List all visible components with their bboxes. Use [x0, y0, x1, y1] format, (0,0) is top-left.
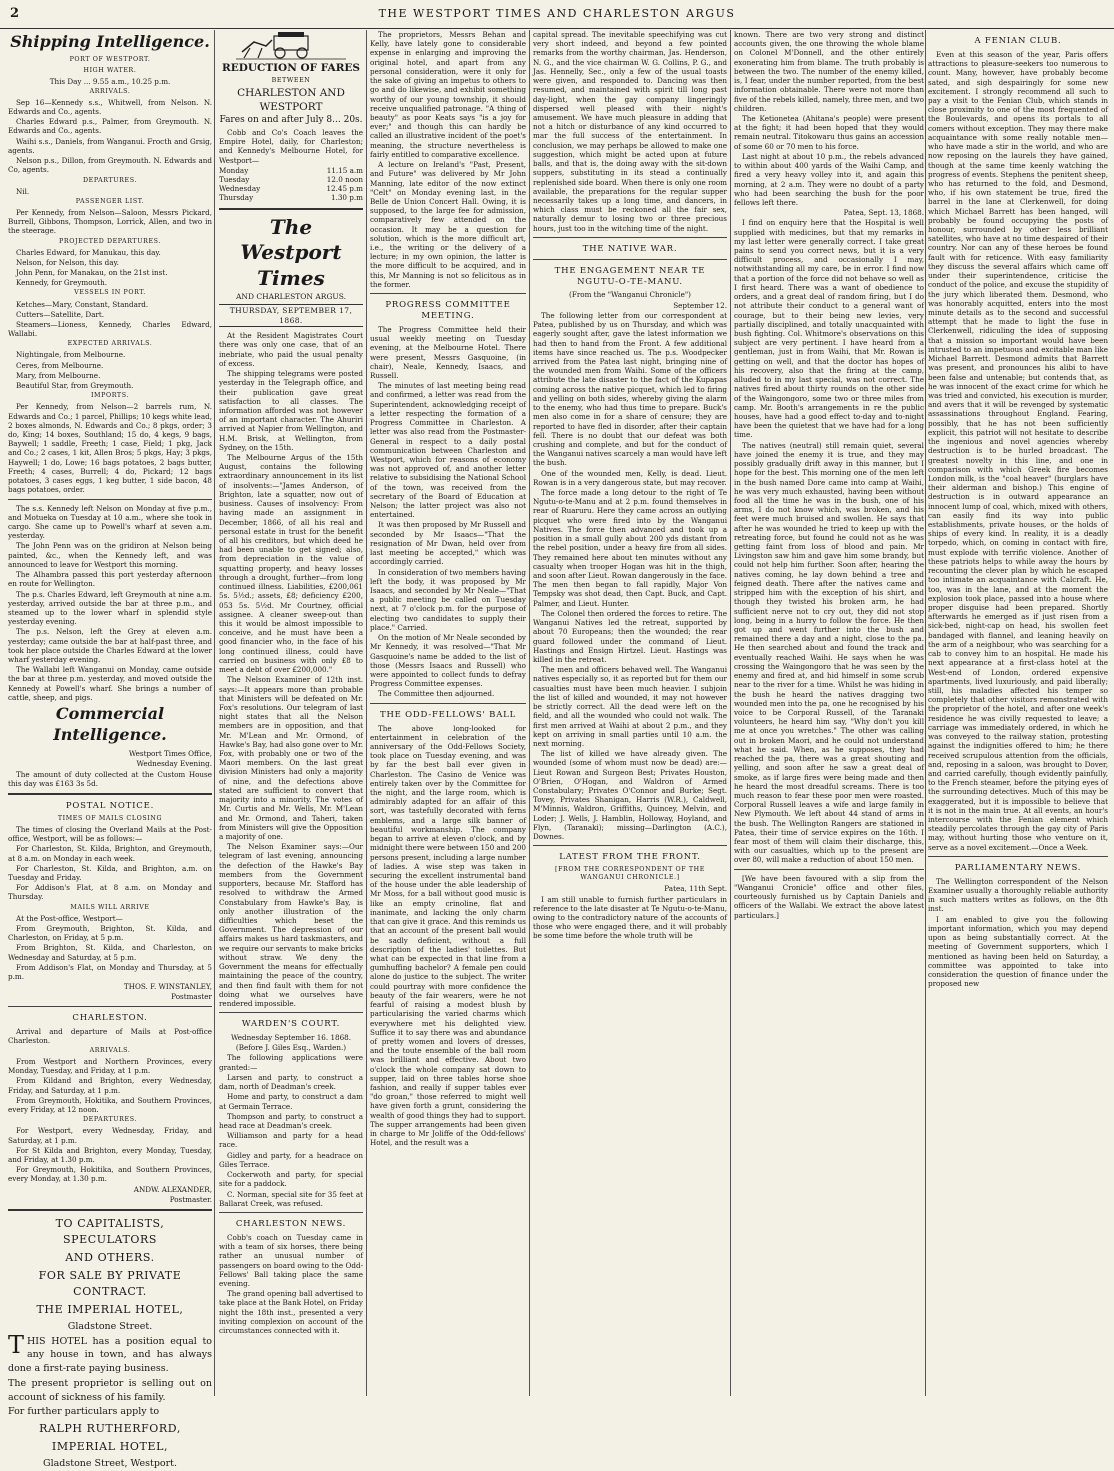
commercial-heading: Commercial Intelligence. — [53, 704, 167, 744]
advert-body: The present proprietor is selling out on account of sickness of his family. — [8, 1377, 212, 1403]
article-paragraph: The Wellington correspondent of the Nelson Examiner usually a thoroughly reliable authority in such matters writes as follows, on the 8th inst. — [928, 876, 1108, 914]
charleston-departures-heading: DEPARTURES. — [82, 1116, 138, 1124]
wardens-court-item: Williamson and party for a head race. — [219, 1131, 363, 1150]
timetable-row — [219, 175, 363, 184]
timetable-time: 1.30 p.m — [331, 193, 363, 203]
departures-nil: Nil. — [16, 186, 30, 196]
columns — [0, 30, 1114, 1469]
article-paragraph: The Progress Committee held their usual weekly meeting on Tuesday evening, at the Melbourne Hotel. There were present, Messrs Gasquoine, (in chair), Neale, Kennedy, Isaacs, and Russell. — [370, 324, 526, 380]
article-paragraph: known. There are two very strong and distinct accounts given, the one throwing the whole blame on Colonel M'Donnell, and the other entirely exonerating him from blame. The truth probably is between the two. The number of the enemy killed, is, I fear, under the number reported, from the best information obtainable. There were not more than five of the rebels killed, namely, three men, and two children. — [734, 30, 924, 113]
article-paragraph: I am still unable to furnish further particulars in reference to the late disaster at Te Ngutu-o-te-Manu, owing to the contradictory nature of the accounts of those who were engaged there, and it will probably be some time before the whole truth will be — [533, 894, 727, 941]
engagement-date: September 12. — [673, 300, 727, 310]
postal-item: For Addison's Flat, at 8 a.m. on Monday and Thursday. — [8, 883, 212, 902]
timetable-row — [219, 184, 363, 193]
fares-route: CHARLESTON AND WESTPORT — [237, 87, 345, 113]
postal-heading: POSTAL NOTICE. — [65, 800, 155, 811]
projected-item: Kennedy, for Greymouth. — [16, 278, 107, 288]
timetable-time: 12.0 noon — [326, 174, 363, 184]
charleston-news-heading: CHARLESTON NEWS. — [235, 1218, 347, 1229]
dateline: Patea, Sept. 13, 1868. — [843, 208, 924, 218]
imperial-hotel-advert — [8, 1216, 212, 1471]
article-paragraph: The men and officers behaved well. The Wanganui natives especially so, it as reported but for them our casualties must have been much heavier. I subjoin the list of killed and wounded, it may not however be strictly correct. All the dead were left on the field, and all the wounded who could not walk. The first men arrived at Waihi at about 2 p.m., and they kept on arriving in small parties until 10 a.m. the next morning. — [533, 665, 727, 748]
native-war-heading: THE NATIVE WAR. — [582, 243, 678, 254]
wardens-court-item: C. Norman, special site for 35 feet at Ballarat Creek, was refused. — [219, 1189, 363, 1208]
arrival-item: Sep 16—Kennedy s.s., Whitwell, from Nelson. N. Edwards and Co., agents. — [8, 97, 212, 117]
mails-arrive-heading: MAILS WILL ARRIVE — [70, 903, 150, 911]
wardens-court-item: Cockerwoth and party, for special site for a paddock. — [219, 1170, 363, 1189]
advert-street: Gladstone Street. — [67, 1320, 153, 1332]
fares-price: Fares on and after July 8... 20s. — [219, 115, 363, 126]
postmaster-name: THOS. F. WINSTANLEY, — [123, 982, 212, 992]
vessels-heading: VESSELS IN PORT. — [74, 289, 146, 297]
timetable-day: Monday — [219, 165, 249, 175]
fares-between: BETWEEN — [271, 77, 311, 85]
timetable-time: 12.45 p.m — [326, 184, 363, 194]
imports-text: Per Kennedy, from Nelson—2 barrels rum, N. Edwards and Co.; 1 parcel, Phillips; 10 kegs white lead, 2 boxes almonds, N. Edwards and Co.; 8 pkgs, order; 3 do, King; 14 boxes, Southland; 15 do, 4 kegs, 9 bags, Baywell; 1 saddle, Freeth; 1 case, Field; 1 pkg, Jack and Co.; 2 cases, 1 kit, Allen Bros; 5 pkgs, Hay; 3 pkgs, Haywell; 1 do, Lowe; 16 bags potatoes, 2 bags butter, Freeth; 4 cases, Burrell; 4 do, Pickard; 12 bags potatoes, 3 cases eggs, 1 keg butter, 1 side bacon, 48 bags potatoes, order. — [8, 402, 212, 495]
expected-item: Beautiful Star, from Greymouth. — [16, 381, 134, 391]
charleston-arrival: From Kildand and Brighton, every Wednesday, Friday, and Saturday, at 1 p.m. — [8, 1076, 212, 1095]
timetable-day: Tuesday — [219, 174, 250, 184]
timetable-time: 11.15 a.m — [326, 165, 363, 175]
coach-timetable — [219, 166, 363, 203]
article-paragraph: The proprietors, Messrs Behan and Kelly, have lately gone to considerable expense in enlarging and improving the original hotel, and apart from any personal consideration, were it only for the sake of giving an impetus to others to go and do likewise, and exhibit something worthy of our young township, it should receive unqualified patronage. "A thing of beauty" as poor Keats says "is a joy for ever;" and though this can hardly be called an illustrative incident of the poet's meaning, the structure nevertheless is fairly entitled to comparative excellence. — [370, 30, 526, 159]
advert-contact-name: RALPH RUTHERFORD, — [39, 1422, 181, 1436]
timetable-day: Thursday — [219, 193, 254, 203]
column-5 — [734, 30, 924, 1396]
shipping-paragraph: The Alhambra passed this port yesterday afternoon en route for Wellington. — [8, 570, 212, 589]
charleston-mail-heading: CHARLESTON. — [72, 1012, 148, 1023]
article-paragraph: Last night at about 10 p.m., the rebels advanced to within about 400 yards of the Waihi Camp, and fired a very heavy volley into it, and again this morning, at 2 a.m. They were no doubt of a party who had been searching the bush for the poor fellows left there. — [734, 151, 924, 207]
wardens-court-date: Wednesday September 16. 1868. — [230, 1033, 352, 1043]
arrive-intro: At the Post-office, Westport— — [16, 913, 123, 923]
arrival-item: Charles Edward p.s., Palmer, from Greymouth. N. Edwards and Co., agents. — [8, 117, 212, 136]
article-paragraph: The above long-looked for entertainment in celebration of the anniversary of the Odd-Fellows Society, took place on Tuesday evening, and was by far the best ball ever given in Charleston. The Casino de Venice was entirely taken over by the Committee for the night, and the large room, which is admirably adapted for an affair of this sort, was tastefully decorated with ferns emblems, and a large silk banner of beautiful workmanship. The company began to arrive at eleven o'clock, and by midnight there were between 150 and 200 persons present, including a large number of ladies. A wise step was taken in securing the excellent instrumental band of the house under the able leadership of Mr Moss, for a ball without good music is like an empty crinoline, flat and inanimate, and lacking the only charm that can give it grace. And this reminds us that an account of the present ball would be sadly deficient, without a full description of the ladies' toilettes. But what can be expected in that line from a gumhuffing bachelor? A female pen could alone do justice to the subject. The writer could pourtray with more confidence the beauty of the fair wearers, were he not fearful of raising a modest blush by particularising the varied charms which everywhere met his delighted view. Suffice it to say there was and abundance of pretty women and lovers of dresses, and the toute ensemble of the ball room was brilliant and effective. About two o'clock the whole company sat down to supper, laid on three tables horse shoe fashion, and really if supper tables ever "do groan," those referred to might well have given forth a grunt, considering the wealth of good things they had to support. The supper arrangements had been given in charge to Mr Joliffe of the Odd-fellows' Hotel, and the result was a — [370, 723, 527, 1148]
engagement-heading: THE ENGAGEMENT NEAR TE NGUTU-O-TE-MANU. — [554, 265, 706, 287]
editorial-paragraph: The shipping telegrams were posted yesterday in the Telegraph office, and their publication gave great satisfaction to all classes. The information afforded was not however of an important character. The Ahuriri arrived at Napier from Wellington, and H.M. Brisk, at Wellington, from Sydney, on the 15th. — [219, 369, 363, 452]
postal-item: For Charleston, St. Kilda, and Brighton, a.m. on Tuesday and Friday. — [8, 863, 212, 882]
shipping-paragraph: The s.s. Kennedy left Nelson on Monday at five p.m., and Motueka on Tuesday at 10 a.m., where she took in cargo. She came up to Powell's wharf at seven a.m. yesterday. — [8, 503, 212, 541]
article-paragraph: The Ketionetea (Ahitana's people) were present at the fight; it had been hoped that they would remain neutral. Titokowaru thus gains an accession of some 60 or 70 men to his force. — [734, 113, 924, 151]
high-water-times: This Day ... 9.55 a.m., 10.25 p.m. — [49, 76, 171, 86]
imports-heading: IMPORTS. — [90, 392, 130, 400]
projected-item: Nelson, for Nelson, this day. — [16, 257, 119, 267]
expected-item: Nightingale, from Melbourne. — [16, 350, 126, 360]
vessel-item: Steamers—Lioness, Kennedy, Charles Edward, Wallabi. — [8, 319, 212, 339]
column-1 — [8, 30, 212, 1469]
column-3 — [370, 30, 526, 1396]
shipping-paragraph: The p.s. Charles Edward, left Greymouth at nine a.m. yesterday, arrived outside the bar at three p.m., and steamed up to the lower wharf in splendid style yesterday evening. — [8, 589, 212, 627]
page-number: 2 — [10, 6, 20, 21]
editorial-paragraph: At the Resident Magistrates Court there was only one case, that of an inebriate, who paid the usual penalty of excess. — [219, 331, 363, 368]
charleston-departure: For Greymouth, Hokitika, and Southern Provinces, every Monday, at 1.30 p.m. — [8, 1165, 212, 1184]
article-paragraph: The Committee then adjourned. — [378, 689, 495, 699]
shipping-paragraph: The Wallabi left Wanganui on Monday, came outside the bar at three p.m. yesterday, and moved outside the Kennedy at Powell's wharf. She brings a number of cattle, sheep, and pigs. — [8, 665, 212, 702]
fares-heading: REDUCTION OF FARES — [221, 62, 361, 74]
charleston-intro: Arrival and departure of Mails at Post-office Charleston. — [8, 1026, 212, 1045]
arrivals-heading: ARRIVALS. — [89, 87, 131, 95]
arrival-item: Waihi s.s., Daniels, from Wanganui. Frocth and Grsig, agents. — [8, 136, 212, 155]
charleston-arrival: From Greymouth, Hokitika, and Southern Provinces, every Friday, at 12 noon. — [8, 1095, 212, 1115]
fares-advert — [219, 62, 363, 203]
article-paragraph: One of the wounded men, Kelly, is dead. Lieut. Rowan is in a very dangerous state, but may recover. — [533, 468, 727, 487]
progress-committee-heading: PROGRESS COMMITTEE MEETING. — [385, 300, 511, 321]
advert-heading: FOR SALE BY PRIVATE CONTRACT. — [38, 1268, 182, 1298]
latest-front-source: [FROM THE CORRESPONDENT OF THE WANGANUI CHRONICLE.] — [555, 866, 705, 882]
arrive-item: From Greymouth, Brighton, St. Kilda, and Charleston, on Friday, at 5 p.m. — [8, 923, 212, 943]
expected-heading: EXPECTED ARRIVALS. — [67, 340, 153, 348]
charleston-departure: For Westport, every Wednesday, Friday, and Saturday, at 1 p.m. — [8, 1126, 212, 1145]
vessel-item: Ketches—Mary, Constant, Standard. — [16, 299, 149, 309]
commercial-text: The amount of duty collected at the Custom House this day was £163 3s 5d. — [8, 769, 212, 788]
article-paragraph: In consideration of two members having left the body, it was proposed by Mr Isaacs, and seconded by Mr Neale—"That a public meeting be called on Tuesday next, at 7 o'clock p.m. for the purpose of electing two candidates to supply their place." Carried. — [370, 567, 526, 632]
passenger-list: Per Kennedy, from Nelson—Saloon, Messrs Pickard, Burrell, Gibbons, Thompson, Lorrick, Allen, and two in the steerage. — [8, 207, 212, 236]
arrive-item: From Addison's Flat, on Monday and Thursday, at 5 p.m. — [8, 962, 212, 981]
article-paragraph: I am enabled to give you the following important information, which you may depend upon as being substantially correct. At the meeting of Government supporters, which I mentioned as having been held on Saturday, a committee was appointed to take into consideration the question of finance under the proposed new — [928, 914, 1108, 989]
newspaper-title: The Westport Times — [240, 214, 342, 290]
timetable-row — [219, 193, 363, 202]
parliamentary-news-heading: PARLIAMENTARY NEWS. — [954, 862, 1082, 873]
arrival-item: Nelson p.s., Dillon, from Greymouth. N. Edwards and Co, agents. — [8, 156, 212, 175]
article-paragraph: On the motion of Mr Neale seconded by Mr Kennedy, it was resolved—"That Mr Gasquoine's name be added to the list of those (Messrs Isaacs and Russell) who were appointed to collect funds to defray Progress Committee expenses. — [370, 633, 526, 689]
wardens-court-item: Gidley and party, for a headrace on Giles Terrace. — [219, 1150, 363, 1169]
article-paragraph: The force made a long detour to the right of Te Ngutu-o-te-Manu and at 2 p.m. found themselves in rear of Ruaruru. Here they came across an outlying picquet who were fired into by the Wanganui Natives. The force then advanced and took up a position in a small gully about 200 yds distant from the rebel position, under a heavy fire from all sides. They remained here about ten minutes without any casualty when trooper Hogan was hit in the thigh, and soon after Lieut. Rowan dangerously in the face. The men then began to fall rapidly, Major Von Tempsky was shot dead, then Capt. Buck, and Capt. Palmer, and Lieut. Hunter. — [533, 488, 727, 608]
coach-text: Cobb and Co's Coach leaves the Empire Hotel, daily, for Charleston; and Kennedy's Melbourne Hotel, for Westport— — [219, 127, 363, 165]
editor-note: [We have been favoured with a slip from the "Wanganui Cronicle" office and other files, courteously furnished us by Captain Daniels and officers of the Wallabi. We extract the above latest particulars.] — [734, 873, 924, 920]
advert-body: For further particulars apply to — [8, 1406, 160, 1418]
latest-front-heading: LATEST FROM THE FRONT. — [559, 852, 701, 863]
running-masthead: THE WESTPORT TIMES AND CHARLESTON ARGUS — [378, 7, 736, 20]
arrive-item: From Brighton, St. Kilda, and Charleston, on Wednesday and Saturday, at 5 p.m. — [8, 943, 212, 962]
commercial-office: Westport Times Office, — [128, 749, 212, 759]
fenian-club-heading: A FENIAN CLUB. — [974, 36, 1062, 46]
newspaper-subtitle: AND CHARLESTON ARGUS. — [235, 292, 347, 302]
article-paragraph: I find on enquiry here that the Hospital is well supplied with medicines, but that my remarks in my last letter were generally correct. I take great pains to send you correct news, but it is a very difficult process, and occasionally I may, notwithstanding all my care, be in error. I find now that a portion of the force did not behave so well as I first heard. There was a want of obedience to orders, and a great deal of random firing, but I do not attribute their conduct to a general want of courage, but to their being new levies, very partially disciplined, and totally unacquainted with bush fighting. Col. Whitmore's observations on this subject are very pertinent. I have heard from a gentleman, just in from Waihi, that Mr. Rowan is getting on well, and that the doctor has hopes of his recovery, also that the firing at the camp, alluded to in my last special, was not correct. The natives fired about thirty rounds on the other side of the Waingongoro, some two or three miles from camp. Mr. Booth's arrangements in re the public houses, have had a good effect to-day and to-night have been the quietest that we have had for a long time. — [734, 218, 924, 440]
high-water-heading: HIGH WATER. — [83, 66, 137, 74]
article-paragraph: capital spread. The inevitable speechifying was cut very short indeed, and beyond a few pointed remarks from the worthy chairman, Jas. Henderson, N. G., and the vice chairman W. G. Collins, P. G., and Jas. Hennelly, Sec., only a few of the usual toasts were given, and responded to. Dancing was then resumed, and maintained with spirit till long past day-light, when the gay company lingeringly dispersed well pleased with their night's amusement. We have much pleasure in adding that not a hitch or disturbance of any kind occurred to mar the full success of the entertainment. In conclusion, we may perhaps be allowed to make one suggestion, which might be acted upon at future balls, and that is, the doing away with the sit-down suppers, substituting in its stead a continually replenished side board. When there is only one room available, the preparations for the regular supper necessarily takes up a long time, and dancers, in which class must be reckoned all the fair sex, naturally demur to losing two or three precious hours, just too in the witching time of the night. — [533, 30, 727, 233]
passenger-list-heading: PASSENGER LIST. — [75, 197, 145, 205]
shipping-paragraph: The p.s. Nelson, left the Grey at eleven a.m. yesterday; came outside the bar at half-past three, and took her place outside the Charles Edward at the lower wharf yesterday evening. — [8, 627, 212, 665]
postal-item: For Charleston, St. Kilda, Brighton, and Greymouth, at 8 a.m. on Monday in each week. — [8, 844, 212, 863]
advert-heading: TO CAPITALISTS, SPECULATORS — [55, 1217, 165, 1247]
charleston-postmaster-title: Postmaster. — [169, 1194, 212, 1204]
wardens-court-item: Larsen and party, to construct a dam, north of Deadman's creek. — [219, 1072, 363, 1092]
commercial-date: Wednesday Evening. — [136, 759, 212, 769]
engagement-source: (From the "Wanganui Chronicle") — [569, 290, 691, 300]
projected-heading: PROJECTED DEPARTURES. — [59, 237, 161, 245]
advert-heading: AND OTHERS. — [65, 1250, 155, 1264]
expected-item: Ceres, from Melbourne. — [16, 360, 104, 370]
editorial-paragraph: The Nelson Examiner of 12th inst. says:—It appears more than probable that Ministers will be defeated on Mr. Fox's resolutions. Our telegram of last night states that all the Nelson members are in opposition, and that Mr. M'Lean and Mr. Ormond, of Hawke's Bay, had also gone over to Mr. Fox, with probably one or two of the Maori members. On the last great division Ministers had only a majority of nine, and the defections above stated are sufficient to convert that majority into a minority. The votes of Mr. Curtis and Mr. Wells, Mr. M'Lean and Mr. Ormond, and Taheri, taken from Ministers will give the Opposition a majority of one. — [219, 675, 363, 841]
postal-subheading: TIMES OF MAILS CLOSING — [57, 814, 163, 822]
page-header — [0, 0, 1114, 29]
postal-intro: The times of closing the Overland Mails at the Post-office, Westport, will be as follows:— — [8, 824, 212, 844]
advert-contact-hotel: IMPERIAL HOTEL, — [51, 1440, 169, 1454]
wardens-court-item: Thompson and party, to construct a head race at Deadman's creek. — [219, 1111, 363, 1130]
shipping-paragraph: The John Penn was on the gridiron at Nelson being painted, &c., when the Kennedy left, and was announced to leave for Westport this morning. — [8, 541, 212, 569]
wardens-court-before: (Before J. Giles Esq., Warden.) — [235, 1043, 347, 1053]
shipping-heading: Shipping Intelligence. — [10, 32, 210, 51]
article-paragraph: It was then proposed by Mr Russell and seconded by Mr Isaacs—"That the resignation of Mr Dwan, held over from last meeting be accepted," which was accordingly carried. — [370, 520, 526, 567]
departures-heading: DEPARTURES. — [82, 176, 138, 184]
charleston-arrivals-heading: ARRIVALS. — [89, 1046, 131, 1054]
charleston-departure: For St Kilda and Brighton, every Monday, Tuesday, and Friday, at 1.30 p.m. — [8, 1145, 212, 1165]
port-heading: PORT OF WESTPORT. — [69, 56, 151, 64]
advert-body: HIS HOTEL has a position equal to any house in town, and has always done a first-rate paying business. — [8, 1335, 212, 1375]
column-2 — [219, 30, 363, 1396]
article-paragraph: Even at this season of the year, Paris offers attractions to pleasure-seekers too numerous to count. Many, however, have probably become sated, and sigh despairingly for some new excitement. I strongly recommend all such to pay a visit to the Fenian Club, which stands in close proximity to one of the most frequented of the Boulevards, and opens its portals to all comers without exception. They may there make acquaintance with some really notable men—who have made a stir in the world, and who are now reposing on the laurels they have gained, though at the same time keenly watching the progress of events. Stephens the penitent sheep, who has returned to the fold, and Desmond, who, if his own statement be true, fired the barrel in the lane at Clerkenwell, for doing which Michael Barrett has been hanged, will probably be found occupying the posts of honour, surrounded by other less brilliant satellites, who have at no time despaired of their country. Nor can any of these heroes be found fault with for reticence. With easy familiarity they discuss the several affairs which came off under their superintendence, criticise the conduct of the police, and excuse the stupidity of the jury which liberated them. Desmond, who was honorably acquitted, enters into the most minute details as to the second and successful attempt that he made to light the fuse in Clerkenwell, ridiculing the idea of supposing that a mission so important would have been intrusted to an impetuous and excitable man like Michael Barrett. Desmond admits that Barrett was present, and pronounces his alibi to have been false and untenable; but contends that, as he was innocent of the exact crime for which he was tried and convicted, his execution is murder, and avers that it will be revenged by systematic assassinations throughout England. Fearing, possibly, that he has not been sufficiently explicit, this patriot will not hesitate to describe the ingenious and novel agencies whereby destruction is to be hurled broadcast. The greatest novelty in this line, and one in comparison with which Greek fire becomes London milk, is the "coal heaver" (burglars have their alderman and bishop.) This engine of destruction is in outward appearance an innocent lump of coal, which, mixed with others, can easily find its way into public establishments, private houses, or the holds of ships of every kind. In reality, it is a deadly torpedo, which, on coming in contact with fire, must explode with terrific violence. Another of these patriots helps to while away the hours by recounting the clever plan by which he escaped too intimate an acquaintance with Calcraft. He, too, was in the lane, and at the moment the explosion took place, passed into a house where proper disguise had been prepared. Shortly afterwards he emerged as if just risen from a sick-bed, night-cap on head, his swollen feet bandaged with flannel, and leaning heavily on the arm of a neighbour, who was searching for a cab to convey him to an hospital. He made his next appearance at a first-class hotel at the West-end of London, ordered expensive apartments, lived luxuriously, and paid liberally; still, his maladies affected his temper so completely that other visitors remonstrated with the proprietor of the hotel, and after one week's residence he was civilly requested to leave; a carriage was immediately ordered, in which he was conveyed to the railway station, protesting against the indignities offered to him; he there received scrupulous attention from the officials, and, reposing in a saloon, was brought to Dover, and carried carefully, though evidently painfully, to the French steamer, before the pitying eyes of the surrounding detectives. Much of this may be exaggerated, but it is impossible to believe that it is not in the main true. At all events, an hour's intercourse with the Fenian element which steadily percolates through the gay city of Paris may, without hurting those who venture on it, serve as a novel excitement.—Once a Week. — [928, 49, 1108, 852]
drop-cap: T — [8, 1330, 25, 1359]
advert-hotel-name: THE IMPERIAL HOTEL, — [36, 1302, 184, 1316]
wardens-court-item: Home and party, to construct a dam at Germain Terrace. — [219, 1092, 363, 1111]
charleston-postmaster: ANDW. ALEXANDER, — [133, 1184, 212, 1194]
column-6 — [928, 30, 1108, 1396]
article-paragraph: The minutes of last meeting being read and confirmed, a letter was read from the Superintendent, acknowledging receipt of a letter respecting the formation of a Progress Committee in Charleston. A letter was also read from the Postmaster-General in respect to a daily postal communication between Charleston and Westport, which for reasons of economy was not approved of, and another letter relative to subsidising the National School of the town, was received from the secretary of the Board of Education at Nelson; the latter project was also not entertained. — [370, 381, 526, 520]
postmaster-title: Postmaster — [171, 992, 212, 1002]
wardens-court-intro: The following applications were granted:— — [219, 1053, 363, 1072]
coach-engraving-icon — [236, 30, 346, 60]
issue-date: THURSDAY, SEPTEMBER 17, 1868. — [219, 304, 363, 327]
timetable-day: Wednesday — [219, 184, 261, 194]
article-paragraph: A lecture on Ireland's "Past, Present, and Future" was delivered by Mr John Manning, late editor of the now extinct "Celt" on Monday evening last, in the Belle de Union Concert Hall. Owing, it is supposed, to the large fee for admission, comparatively few attended on the occasion. It may be a question for solution, which is the more difficult art, i.e., the writing or the delivery of a lecture; in my own opinion, the latter is the more difficult to be acquired, and in this, Mr Manning is not so felicitous as in the former. — [370, 160, 526, 289]
latest-front-date: Patea, 11th Sept. — [664, 884, 727, 894]
column-4 — [533, 30, 727, 1396]
vessel-item: Cutters—Satellite, Dart. — [16, 309, 105, 319]
article-paragraph: The list of killed we have already given. The wounded (some of whom must now be dead) are:—Lieut Rowan and Surgeon Best; Privates Houston, O'Brien, O'Hogan, and Waldron of Armed Constabulary; Privates O'Connor and Burke; Segt. Tovey, Privates Shanigan, Harris (W.R.), Caldwell, M'Minnis, Waldron, Griffiths, Quincey, Melvin, and Loder; J. Wells, J. Hamblin, Holloway, Hoyland, and Flyn, (Taranaki); missing—Darlington (A.C.), Downes. — [533, 749, 727, 842]
article-paragraph: The following letter from our correspondent at Patea, published by us on Thursday, and which was eagerly sought after, gave the latest information we had then to hand from the Front. A few additional items have since reached us. The p.s. Woodpecker arrived from the Patea last night, bringing nine of the wounded men from Waihi. Some of the officers attribute the late disaster to the fact of the Kupapas coming across the native picquet, which led to firing and yelling on both sides, whereby giving the alarm to the enemy, who had thus time to prepare. Buck's men also come in for a share of censure; they are reported to have fled in disorder, after their captain fell. There is no doubt that our defeat was both crushing and complete, and but for the conduct of the Wanganui natives scarcely a man would have left the bush. — [533, 310, 727, 468]
timetable-row — [219, 166, 363, 175]
charleston-news-paragraph: The grand opening ball advertised to take place at the Bank Hotel, on Friday night the 18th inst., presented a very inviting complexion on account of the circumstances connected with it. — [219, 1289, 363, 1336]
expected-item: Mary, from Melbourne. — [16, 370, 101, 380]
wardens-court-heading: WARDEN'S COURT. — [241, 1019, 341, 1030]
article-paragraph: The Colonel then ordered the forces to retire. The Wanganui Natives led the retreat, supported by about 70 Europeans; then the wounded; the rear guard followed under the command of Lieut. Hastings and Ensign Hirtzel. Lieut. Hastings was killed in the retreat. — [533, 608, 727, 664]
charleston-arrival: From Westport and Northern Provinces, every Monday, Tuesday, and Friday, at 1 p.m. — [8, 1057, 212, 1076]
charleston-news-paragraph: Cobb's coach on Tuesday came in with a team of six horses, there being rather an unusual number of passengers on board owing to the Odd-Fellows' Ball taking place the same evening. — [219, 1232, 363, 1288]
projected-item: John Penn, for Manakau, on the 21st inst. — [16, 268, 168, 278]
oddfellows-ball-heading: THE ODD-FELLOWS' BALL — [379, 709, 517, 720]
projected-item: Charles Edward, for Manukau, this day. — [16, 247, 161, 257]
advert-address: Gladstone Street, Westport. — [43, 1457, 177, 1469]
editorial-paragraph: The Melbourne Argus of the 15th August, contains the following extraordinary announcement in its list of insolvents:—"James Anderson, of Brighton, late a squatter, now out of business. Causes of insolvency: From having made an assignment in December, 1866, of all his real and personal estate in trust for the benefit of all his creditors, but which deed he had been unable to get signed; also, from depreciation in the value of squatting property, and heavy losses through a drought, further—from long continued illness. Liabilities, £200,061 5s. 5½d.; assets, £8; deficiency £200, 053 5s. 5½d. Mr Courtney, official assignee. A cleaner sweep-out than this it would be almost impossible to conceive, and he must have been a good financier who, in the face of his long continued illness, could have carried on business with only £8 to meet a debt of over £200,000." — [219, 453, 363, 675]
article-paragraph: The natives (neutral) still remain quiet, several have joined the enemy it is true, and they may possibly gradually drift away in this manner, but I hope for the best. This morning one of the men left in the bush named Dore came into camp at Waihi, he was very much exhausted, having been without food all the time he was in the bush, one of his arms, I do not know which, was broken, and his feet were much bruised and swollen. He says that after he was wounded he tried to keep up with the retreating force, but found he could not as he was getting faint from loss of blood and pain. Mr Livingston saw him and gave him some brandy, but could not help him further. Soon after, hearing the natives coming, he lay down behind a tree and feigned death. There after the natives came and stripped him with the exception of his shirt, and though they twisted his broken arm, he had sufficient nerve not to cry out, they did not stop long, being in a hurry to follow the force. He then got up and went further into the bush and remained there a day and a night, close to the pa. He then searched about and found the track and eventually reached Waihi. He says when he was crossing the Waingongoro that he was seen by the enemy and fired at, and hid himself in some scrub near to the river for a time. Whilst he was hiding in the bush he heard the natives dragging two wounded men into the pa, one he recognised by his voice to be Corporal Russell, of the Taranaki volunteers, he heard him say, "Why don't you kill me at once you wretches." The other was calling out in broken Maori, and he could not understand what he said. When, as he supposes, they had reached the pa, there was a great shouting and yelling, and soon after he saw a great deal of smoke, as if large fires were being made and then he heard the most dreadful screams. There is too much reason to fear these poor men were roasted. Corporal Russell leaves a wife and large family in New Plymouth. We left about 44 stand of arms in the bush. The Wellington Rangers are stationed in Patea, their time of service expires on the 16th. I fear most of them will claim their discharge, this, with our casualties, which up to the present are over 80, will make a reduction of about 150 men. — [734, 440, 924, 865]
editorial-paragraph: The Nelson Examiner says:—Our telegram of last evening, announcing the defection of the Hawke's Bay members from the Government supporters, because Mr. Stafford has resolved to withdraw the Armed Constabulary from Hawke's Bay, is only another illustration of the difficulties which beset the Government. The depression of our affairs makes us hard taskmasters, and we require our servants to make bricks without straw. We deny the Government the means for effectually maintaining the peace of the country, and then find fault with them for not doing what we ourselves have rendered impossible. — [219, 842, 363, 1008]
